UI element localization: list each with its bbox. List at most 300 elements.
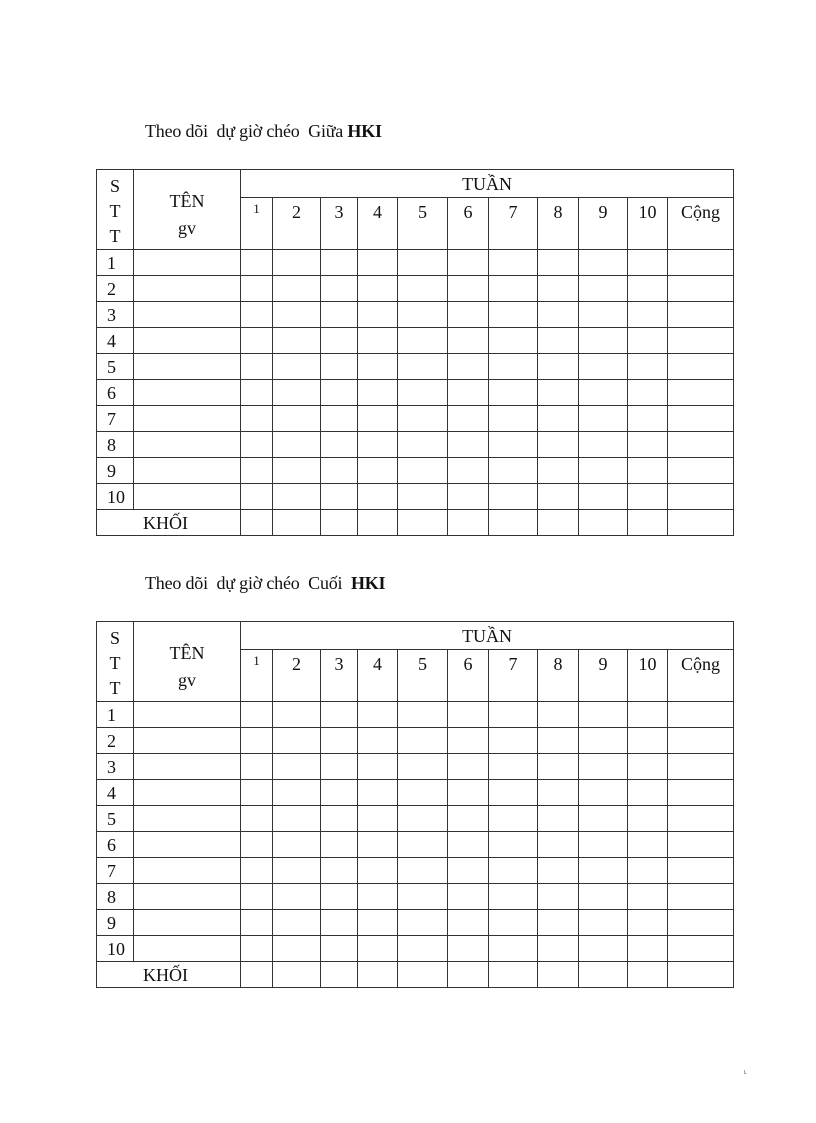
row-number: 3	[97, 754, 134, 780]
week-cell[interactable]	[398, 458, 448, 484]
teacher-name-cell[interactable]	[134, 910, 241, 936]
week-cell[interactable]	[321, 806, 358, 832]
week-cell[interactable]	[398, 910, 448, 936]
week-cell[interactable]	[273, 354, 321, 380]
week-cell[interactable]	[398, 806, 448, 832]
teacher-name-cell[interactable]	[134, 458, 241, 484]
week-cell[interactable]	[358, 858, 398, 884]
week-cell[interactable]	[579, 780, 628, 806]
week-cell[interactable]	[398, 962, 448, 988]
week-cell[interactable]	[489, 510, 538, 536]
week-cell[interactable]	[398, 702, 448, 728]
week-cell[interactable]	[321, 728, 358, 754]
teacher-name-cell[interactable]	[134, 884, 241, 910]
week-cell[interactable]	[241, 380, 273, 406]
week-cell[interactable]	[273, 884, 321, 910]
week-header-cell: 7	[489, 198, 538, 250]
teacher-name-cell[interactable]	[134, 858, 241, 884]
week-cell[interactable]	[241, 510, 273, 536]
week-cell[interactable]	[273, 910, 321, 936]
section-title-text: Theo dõi dự giờ chéo Cuối	[145, 573, 351, 593]
week-cell[interactable]	[273, 276, 321, 302]
week-cell[interactable]	[358, 936, 398, 962]
week-cell[interactable]	[448, 754, 489, 780]
total-cell[interactable]	[668, 250, 734, 276]
total-cell[interactable]	[668, 354, 734, 380]
week-cell[interactable]	[398, 936, 448, 962]
week-cell[interactable]	[358, 432, 398, 458]
week-header-cell: 4	[358, 198, 398, 250]
week-cell[interactable]	[579, 754, 628, 780]
week-cell[interactable]	[448, 302, 489, 328]
total-cell[interactable]	[668, 780, 734, 806]
total-cell[interactable]	[668, 406, 734, 432]
week-header-cell: 8	[538, 650, 579, 702]
total-cell[interactable]	[668, 832, 734, 858]
week-cell[interactable]	[398, 432, 448, 458]
week-cell[interactable]	[628, 302, 668, 328]
week-cell[interactable]	[579, 484, 628, 510]
teacher-name-cell[interactable]	[134, 250, 241, 276]
teacher-name-cell[interactable]	[134, 380, 241, 406]
week-header-cell: 10	[628, 198, 668, 250]
section-title-term: HKI	[347, 121, 382, 141]
table-row	[97, 484, 734, 510]
name-header	[134, 170, 241, 250]
week-cell[interactable]	[398, 832, 448, 858]
week-header-cell: 6	[448, 198, 489, 250]
week-cell[interactable]	[489, 276, 538, 302]
week-cell[interactable]	[489, 380, 538, 406]
week-cell[interactable]	[579, 458, 628, 484]
week-cell[interactable]	[489, 302, 538, 328]
week-cell[interactable]	[628, 832, 668, 858]
week-cell[interactable]	[489, 728, 538, 754]
week-cell[interactable]	[241, 936, 273, 962]
footer-row	[97, 962, 734, 988]
total-cell[interactable]	[668, 754, 734, 780]
week-cell[interactable]	[579, 354, 628, 380]
week-cell[interactable]	[358, 354, 398, 380]
week-cell[interactable]	[489, 484, 538, 510]
week-cell[interactable]	[628, 250, 668, 276]
week-cell[interactable]	[241, 780, 273, 806]
week-cell[interactable]	[628, 884, 668, 910]
week-cell[interactable]	[448, 380, 489, 406]
week-cell[interactable]	[489, 432, 538, 458]
week-cell[interactable]	[398, 354, 448, 380]
week-cell[interactable]	[358, 510, 398, 536]
week-cell[interactable]	[489, 858, 538, 884]
teacher-name-cell[interactable]	[134, 328, 241, 354]
week-cell[interactable]	[321, 780, 358, 806]
total-cell[interactable]	[668, 328, 734, 354]
week-cell[interactable]	[241, 250, 273, 276]
week-cell[interactable]	[628, 458, 668, 484]
week-cell[interactable]	[448, 328, 489, 354]
week-cell[interactable]	[398, 276, 448, 302]
name-header-label: TÊN	[169, 191, 205, 211]
row-number: 1	[97, 250, 134, 276]
week-cell[interactable]	[321, 962, 358, 988]
week-cell[interactable]	[273, 832, 321, 858]
week-cell[interactable]	[273, 484, 321, 510]
week-cell[interactable]	[628, 510, 668, 536]
week-cell[interactable]	[538, 276, 579, 302]
week-cell[interactable]	[448, 728, 489, 754]
week-cell[interactable]	[538, 380, 579, 406]
week-cell[interactable]	[241, 754, 273, 780]
week-cell[interactable]	[538, 406, 579, 432]
week-cell[interactable]	[398, 754, 448, 780]
row-number: 9	[97, 458, 134, 484]
week-cell[interactable]	[538, 858, 579, 884]
week-cell[interactable]	[489, 884, 538, 910]
teacher-name-cell[interactable]	[134, 432, 241, 458]
week-cell[interactable]	[628, 276, 668, 302]
week-cell[interactable]	[579, 858, 628, 884]
week-cell[interactable]	[448, 406, 489, 432]
row-number: 7	[97, 858, 134, 884]
week-cell[interactable]	[241, 458, 273, 484]
week-cell[interactable]	[448, 250, 489, 276]
teacher-name-cell[interactable]	[134, 276, 241, 302]
table-row	[97, 406, 734, 432]
week-cell[interactable]	[538, 302, 579, 328]
teacher-name-cell[interactable]	[134, 728, 241, 754]
week-cell[interactable]	[241, 728, 273, 754]
week-cell[interactable]	[321, 406, 358, 432]
week-cell[interactable]	[489, 354, 538, 380]
week-cell[interactable]	[321, 910, 358, 936]
table-row	[97, 884, 734, 910]
week-cell[interactable]	[358, 832, 398, 858]
week-cell[interactable]	[489, 936, 538, 962]
week-header-cell: 2	[273, 650, 321, 702]
week-cell[interactable]	[398, 302, 448, 328]
week-cell[interactable]	[538, 328, 579, 354]
table-row	[97, 806, 734, 832]
week-cell[interactable]	[579, 380, 628, 406]
week-cell[interactable]	[489, 806, 538, 832]
week-cell[interactable]	[489, 250, 538, 276]
week-cell[interactable]	[579, 510, 628, 536]
week-cell[interactable]	[579, 884, 628, 910]
table-row	[97, 354, 734, 380]
week-cell[interactable]	[448, 806, 489, 832]
stt-header-letter: S	[109, 628, 120, 648]
week-cell[interactable]	[398, 728, 448, 754]
stt-header-letter: T	[109, 226, 121, 246]
week-cell[interactable]	[358, 780, 398, 806]
section-title-text: Theo dõi dự giờ chéo Giữa	[145, 121, 348, 141]
week-cell[interactable]	[358, 276, 398, 302]
week-header-cell: 3	[321, 198, 358, 250]
week-cell[interactable]	[538, 884, 579, 910]
week-cell[interactable]	[321, 328, 358, 354]
week-cell[interactable]	[358, 884, 398, 910]
week-cell[interactable]	[241, 832, 273, 858]
week-cell[interactable]	[628, 354, 668, 380]
week-cell[interactable]	[579, 250, 628, 276]
total-cell[interactable]	[668, 380, 734, 406]
week-cell[interactable]	[321, 858, 358, 884]
week-cell[interactable]	[321, 510, 358, 536]
week-cell[interactable]	[538, 728, 579, 754]
week-cell[interactable]	[358, 250, 398, 276]
week-cell[interactable]	[538, 806, 579, 832]
header-row	[97, 170, 734, 198]
week-cell[interactable]	[579, 728, 628, 754]
name-header-sublabel: gv	[178, 670, 196, 690]
week-cell[interactable]	[241, 328, 273, 354]
week-cell[interactable]	[241, 484, 273, 510]
week-cell[interactable]	[358, 910, 398, 936]
total-cell[interactable]	[668, 510, 734, 536]
teacher-name-cell[interactable]	[134, 702, 241, 728]
week-cell[interactable]	[628, 432, 668, 458]
teacher-name-cell[interactable]	[134, 354, 241, 380]
week-cell[interactable]	[273, 780, 321, 806]
week-cell[interactable]	[538, 250, 579, 276]
total-cell[interactable]	[668, 884, 734, 910]
week-cell[interactable]	[579, 432, 628, 458]
week-cell[interactable]	[273, 458, 321, 484]
footer-label: KHỐI	[97, 962, 241, 988]
teacher-name-cell[interactable]	[134, 832, 241, 858]
week-cell[interactable]	[273, 510, 321, 536]
week-cell[interactable]	[321, 832, 358, 858]
week-cell[interactable]	[273, 432, 321, 458]
total-cell[interactable]	[668, 302, 734, 328]
week-cell[interactable]	[321, 884, 358, 910]
teacher-name-cell[interactable]	[134, 780, 241, 806]
week-cell[interactable]	[579, 302, 628, 328]
week-cell[interactable]	[489, 406, 538, 432]
week-cell[interactable]	[358, 458, 398, 484]
week-cell[interactable]	[398, 250, 448, 276]
week-cell[interactable]	[398, 484, 448, 510]
week-cell[interactable]	[321, 432, 358, 458]
total-cell[interactable]	[668, 806, 734, 832]
week-cell[interactable]	[321, 754, 358, 780]
week-cell[interactable]	[628, 380, 668, 406]
week-cell[interactable]	[628, 754, 668, 780]
week-cell[interactable]	[398, 380, 448, 406]
week-cell[interactable]	[579, 406, 628, 432]
week-cell[interactable]	[358, 302, 398, 328]
week-cell[interactable]	[321, 250, 358, 276]
teacher-name-cell[interactable]	[134, 754, 241, 780]
stt-header-letter: T	[109, 201, 121, 221]
week-cell[interactable]	[448, 858, 489, 884]
teacher-name-cell[interactable]	[134, 806, 241, 832]
week-cell[interactable]	[273, 806, 321, 832]
week-cell[interactable]	[579, 910, 628, 936]
week-cell[interactable]	[628, 728, 668, 754]
week-cell[interactable]	[321, 458, 358, 484]
week-cell[interactable]	[241, 432, 273, 458]
week-cell[interactable]	[273, 858, 321, 884]
week-cell[interactable]	[448, 510, 489, 536]
week-cell[interactable]	[241, 910, 273, 936]
week-cell[interactable]	[579, 276, 628, 302]
total-cell[interactable]	[668, 276, 734, 302]
teacher-name-cell[interactable]	[134, 484, 241, 510]
week-cell[interactable]	[489, 754, 538, 780]
week-cell[interactable]	[448, 276, 489, 302]
total-cell[interactable]	[668, 962, 734, 988]
row-number: 1	[97, 702, 134, 728]
week-cell[interactable]	[448, 780, 489, 806]
week-cell[interactable]	[241, 276, 273, 302]
week-cell[interactable]	[538, 510, 579, 536]
week-cell[interactable]	[321, 302, 358, 328]
week-cell[interactable]	[241, 702, 273, 728]
week-cell[interactable]	[273, 962, 321, 988]
teacher-name-cell[interactable]	[134, 302, 241, 328]
week-cell[interactable]	[489, 328, 538, 354]
total-cell[interactable]	[668, 484, 734, 510]
week-cell[interactable]	[448, 910, 489, 936]
week-cell[interactable]	[628, 406, 668, 432]
week-cell[interactable]	[538, 754, 579, 780]
week-cell[interactable]	[579, 806, 628, 832]
week-cell[interactable]	[273, 728, 321, 754]
week-cell[interactable]	[321, 380, 358, 406]
week-cell[interactable]	[448, 432, 489, 458]
week-cell[interactable]	[358, 406, 398, 432]
week-cell[interactable]	[273, 328, 321, 354]
week-cell[interactable]	[273, 702, 321, 728]
week-cell[interactable]	[628, 936, 668, 962]
week-cell[interactable]	[538, 936, 579, 962]
row-number: 8	[97, 432, 134, 458]
week-cell[interactable]	[538, 484, 579, 510]
week-cell[interactable]	[321, 702, 358, 728]
week-cell[interactable]	[628, 780, 668, 806]
week-cell[interactable]	[358, 754, 398, 780]
total-cell[interactable]	[668, 458, 734, 484]
week-cell[interactable]	[398, 858, 448, 884]
week-cell[interactable]	[273, 380, 321, 406]
week-cell[interactable]	[448, 936, 489, 962]
teacher-name-cell[interactable]	[134, 406, 241, 432]
week-cell[interactable]	[628, 806, 668, 832]
stt-header-letter: S	[109, 176, 120, 196]
total-cell[interactable]	[668, 910, 734, 936]
week-cell[interactable]	[628, 328, 668, 354]
row-number: 4	[97, 780, 134, 806]
week-cell[interactable]	[448, 458, 489, 484]
total-cell[interactable]	[668, 432, 734, 458]
week-group-header: TUẦN	[241, 622, 734, 650]
week-cell[interactable]	[489, 780, 538, 806]
week-cell[interactable]	[321, 354, 358, 380]
total-cell[interactable]	[668, 702, 734, 728]
week-cell[interactable]	[273, 754, 321, 780]
week-cell[interactable]	[538, 354, 579, 380]
week-cell[interactable]	[579, 936, 628, 962]
week-cell[interactable]	[538, 910, 579, 936]
week-cell[interactable]	[538, 780, 579, 806]
total-cell[interactable]	[668, 728, 734, 754]
week-cell[interactable]	[358, 484, 398, 510]
week-cell[interactable]	[448, 884, 489, 910]
week-cell[interactable]	[398, 328, 448, 354]
week-header-cell: 1	[241, 650, 273, 702]
week-cell[interactable]	[538, 962, 579, 988]
table-row	[97, 936, 734, 962]
week-cell[interactable]	[358, 728, 398, 754]
week-cell[interactable]	[448, 354, 489, 380]
week-cell[interactable]	[448, 702, 489, 728]
week-cell[interactable]	[321, 484, 358, 510]
week-cell[interactable]	[448, 832, 489, 858]
week-cell[interactable]	[273, 406, 321, 432]
week-cell[interactable]	[321, 936, 358, 962]
week-cell[interactable]	[398, 406, 448, 432]
week-cell[interactable]	[579, 832, 628, 858]
week-cell[interactable]	[538, 832, 579, 858]
week-cell[interactable]	[273, 302, 321, 328]
week-cell[interactable]	[538, 432, 579, 458]
week-cell[interactable]	[579, 962, 628, 988]
week-cell[interactable]	[398, 884, 448, 910]
week-cell[interactable]	[579, 702, 628, 728]
week-cell[interactable]	[358, 328, 398, 354]
week-cell[interactable]	[241, 962, 273, 988]
teacher-name-cell[interactable]	[134, 936, 241, 962]
week-cell[interactable]	[489, 962, 538, 988]
week-cell[interactable]	[448, 484, 489, 510]
week-cell[interactable]	[358, 806, 398, 832]
week-cell[interactable]	[241, 302, 273, 328]
week-cell[interactable]	[398, 780, 448, 806]
week-cell[interactable]	[241, 806, 273, 832]
week-cell[interactable]	[538, 458, 579, 484]
total-cell[interactable]	[668, 858, 734, 884]
week-cell[interactable]	[241, 406, 273, 432]
week-cell[interactable]	[241, 354, 273, 380]
week-cell[interactable]	[628, 910, 668, 936]
week-cell[interactable]	[489, 910, 538, 936]
week-cell[interactable]	[241, 858, 273, 884]
week-cell[interactable]	[628, 484, 668, 510]
week-cell[interactable]	[358, 962, 398, 988]
week-cell[interactable]	[273, 936, 321, 962]
week-cell[interactable]	[628, 962, 668, 988]
week-cell[interactable]	[358, 702, 398, 728]
week-cell[interactable]	[398, 510, 448, 536]
week-cell[interactable]	[579, 328, 628, 354]
week-cell[interactable]	[489, 458, 538, 484]
table-row	[97, 754, 734, 780]
week-cell[interactable]	[628, 702, 668, 728]
week-cell[interactable]	[628, 858, 668, 884]
week-cell[interactable]	[241, 884, 273, 910]
week-cell[interactable]	[448, 962, 489, 988]
row-number: 4	[97, 328, 134, 354]
total-cell[interactable]	[668, 936, 734, 962]
week-cell[interactable]	[538, 702, 579, 728]
week-cell[interactable]	[273, 250, 321, 276]
week-cell[interactable]	[321, 276, 358, 302]
row-number: 6	[97, 380, 134, 406]
week-cell[interactable]	[358, 380, 398, 406]
week-cell[interactable]	[489, 832, 538, 858]
week-cell[interactable]	[489, 702, 538, 728]
